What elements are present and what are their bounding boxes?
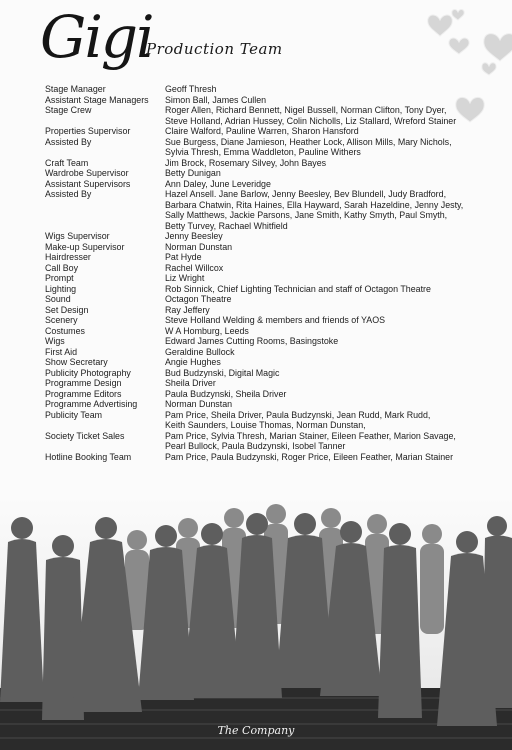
credit-role: Publicity Photography: [45, 367, 131, 378]
credit-names: Rachel Willcox: [165, 262, 224, 273]
credit-row: [45, 252, 505, 263]
credit-row: [45, 147, 505, 158]
photo-caption: The Company: [217, 724, 295, 737]
credit-row: [45, 200, 505, 211]
credit-row: [45, 263, 505, 274]
credit-names: Claire Walford, Pauline Warren, Sharon Hansford: [165, 126, 359, 136]
credit-role: Society Ticket Sales: [45, 430, 125, 441]
credit-names: Steve Holland Welding & members and friends of YAOS: [165, 315, 386, 325]
credit-role: Hairdresser: [45, 252, 91, 262]
credit-role: Programme Editors: [45, 388, 122, 399]
credits-list: [45, 84, 505, 462]
credit-names: Steve Holland, Adrian Hussey, Colin Nicholls, Liz Stallard, Wreford Stainer: [165, 115, 457, 126]
credit-row: [45, 347, 505, 358]
credit-row: [45, 189, 505, 200]
credit-row: [45, 126, 505, 137]
credit-role: [45, 116, 165, 127]
credit-names: Bud Budzynski, Digital Magic: [165, 367, 280, 378]
credit-role: Wigs: [45, 336, 65, 346]
credit-role: [45, 221, 165, 232]
credit-row: [45, 221, 505, 232]
credit-names: Pearl Bullock, Paula Budzynski, Isobel Tanner: [165, 441, 346, 451]
credit-role: Properties Supervisor: [45, 126, 131, 136]
credit-row: [45, 389, 505, 400]
credit-names: Norman Dunstan: [165, 399, 233, 409]
credit-row: [45, 284, 505, 295]
credit-names: Roger Allen, Richard Bennett, Nigel Bussell, Norman Clifton, Tony Dyer,: [165, 105, 447, 115]
credit-role: Sound: [45, 294, 71, 304]
credit-role: Costumes: [45, 325, 85, 336]
heart-icon: [484, 34, 512, 61]
credit-names: Jim Brock, Rosemary Silvey, John Bayes: [165, 157, 327, 168]
heart-icon: [449, 38, 469, 54]
credit-row: [45, 179, 505, 190]
credit-role: Wigs Supervisor: [45, 231, 110, 241]
credit-names: Sally Matthews, Jackie Parsons, Jane Smith, Kathy Smyth, Paul Smyth,: [165, 210, 448, 220]
credit-names: Angie Hughes: [165, 357, 221, 367]
credit-row: [45, 242, 505, 253]
credit-role: Scenery: [45, 315, 78, 325]
credit-role: Stage Crew: [45, 105, 92, 115]
credit-names: Sue Burgess, Diane Jamieson, Heather Lock, Allison Mills, Mary Nichols,: [165, 136, 452, 147]
credit-names: Keith Saunders, Louise Thomas, Norman Dunstan,: [165, 420, 366, 430]
credit-row: [45, 326, 505, 337]
credit-names: Geoff Thresh: [165, 84, 217, 94]
credit-names: Paula Budzynski, Sheila Driver: [165, 388, 287, 399]
credit-row: [45, 273, 505, 284]
credit-role: Lighting: [45, 283, 77, 294]
credit-row: [45, 294, 505, 305]
credit-names: Ray Jeffery: [165, 304, 210, 315]
credit-names: Hazel Ansell. Jane Barlow, Jenny Beesley, Bev Blundell, Judy Bradford,: [165, 189, 447, 199]
credit-row: [45, 210, 505, 221]
credit-role: [45, 210, 165, 221]
credit-role: Show Secretary: [45, 357, 108, 367]
credit-role: Set Design: [45, 304, 89, 315]
credit-names: Pam Price, Paula Budzynski, Roger Price, Eileen Feather, Marian Stainer: [165, 451, 454, 462]
credit-row: [45, 399, 505, 410]
credit-names: W A Homburg, Leeds: [165, 325, 249, 336]
credit-role: [45, 200, 165, 211]
credit-role: [45, 420, 165, 431]
credit-row: [45, 116, 505, 127]
credit-row: [45, 336, 505, 347]
credit-role: Assistant Supervisors: [45, 178, 131, 189]
credit-role: Assisted By: [45, 189, 92, 199]
credit-row: [45, 305, 505, 316]
credit-row: [45, 137, 505, 148]
credit-role: Call Boy: [45, 262, 79, 273]
gigi-logo: Gigi: [40, 3, 153, 71]
credit-names: Jenny Beesley: [165, 231, 223, 241]
credit-names: Pam Price, Sylvia Thresh, Marian Stainer, Eileen Feather, Marion Savage,: [165, 430, 456, 441]
credit-row: [45, 84, 505, 95]
credit-names: Pam Price, Sheila Driver, Paula Budzynski, Jean Rudd, Mark Rudd,: [165, 409, 431, 420]
credit-row: [45, 452, 505, 463]
credit-role: [45, 147, 165, 158]
credit-names: Sheila Driver: [165, 378, 216, 388]
credit-row: [45, 357, 505, 368]
credit-names: Edward James Cutting Rooms, Basingstoke: [165, 336, 339, 346]
company-photo: [0, 498, 512, 750]
credit-names: Simon Ball, James Cullen: [165, 94, 267, 105]
credit-names: Liz Wright: [165, 273, 205, 283]
credit-names: Pat Hyde: [165, 252, 202, 262]
credit-role: Make-up Supervisor: [45, 241, 125, 252]
credit-row: [45, 105, 505, 116]
credit-names: Ann Daley, June Leveridge: [165, 178, 271, 189]
credit-role: First Aid: [45, 346, 78, 357]
credit-role: Wardrobe Supervisor: [45, 168, 129, 178]
credit-row: [45, 368, 505, 379]
heart-icon: [482, 63, 496, 75]
credit-role: Assistant Stage Managers: [45, 94, 149, 105]
credit-row: [45, 168, 505, 179]
credit-row: [45, 158, 505, 169]
credit-role: Craft Team: [45, 157, 89, 168]
credit-role: [45, 441, 165, 452]
credit-names: Betty Turvey, Rachael Whitfield: [165, 220, 288, 231]
credit-names: Sylvia Thresh, Emma Waddleton, Pauline Withers: [165, 147, 361, 157]
page-title: Production Team: [146, 40, 283, 58]
credit-row: [45, 420, 505, 431]
credit-row: [45, 95, 505, 106]
credit-role: Stage Manager: [45, 84, 106, 94]
credit-role: Programme Advertising: [45, 399, 138, 409]
credit-names: Betty Dunigan: [165, 168, 221, 178]
credit-names: Norman Dunstan: [165, 241, 233, 252]
credit-row: [45, 441, 505, 452]
credit-names: Rob Sinnick, Chief Lighting Technician and staff of Octagon Theatre: [165, 283, 431, 294]
heart-icon: [452, 10, 464, 20]
credit-names: Geraldine Bullock: [165, 346, 235, 357]
credit-row: [45, 431, 505, 442]
credit-names: Octagon Theatre: [165, 294, 232, 304]
heart-icon: [428, 15, 453, 36]
credit-role: Hotline Booking Team: [45, 451, 132, 462]
credit-role: Prompt: [45, 273, 74, 283]
credit-row: [45, 378, 505, 389]
credit-role: Programme Design: [45, 378, 122, 388]
credit-row: [45, 315, 505, 326]
credit-role: Publicity Team: [45, 409, 103, 420]
credit-row: [45, 231, 505, 242]
credit-role: Assisted By: [45, 136, 92, 147]
credit-row: [45, 410, 505, 421]
credit-names: Barbara Chatwin, Rita Haines, Ella Hayward, Sarah Hazeldine, Jenny Jesty,: [165, 199, 464, 210]
